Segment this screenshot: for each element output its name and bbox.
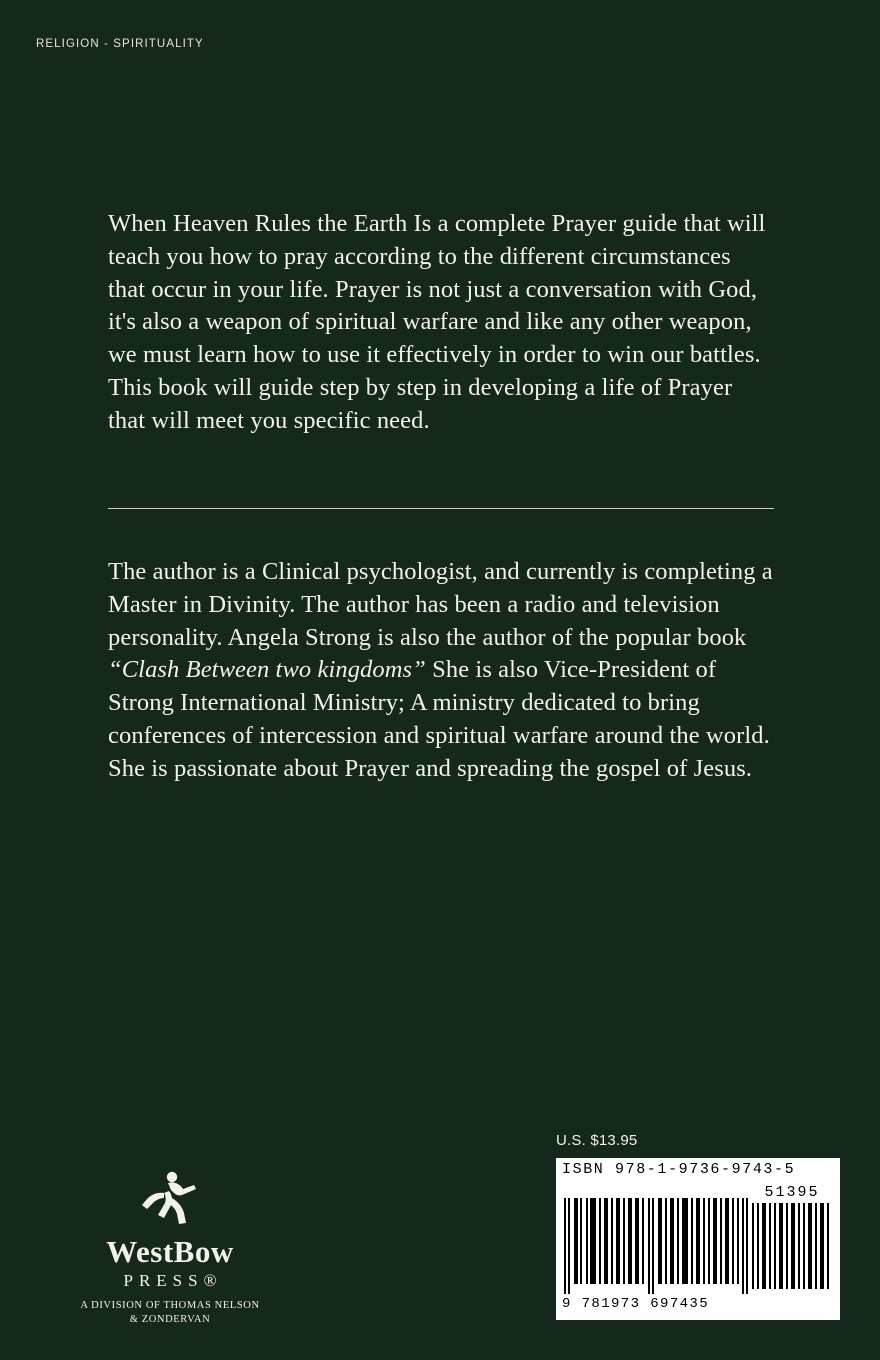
ean5-barcode bbox=[750, 1184, 834, 1292]
category-label: RELIGION - SPIRITUALITY bbox=[36, 38, 204, 50]
author-bio bbox=[108, 556, 774, 786]
westbow-runner-icon bbox=[128, 1168, 212, 1230]
section-divider bbox=[108, 508, 774, 509]
author-bio-part1: The author is a Clinical psychologist, and currently is completing a Master in Divinity. The author has been a radio and television personality. Angela Strong is also the author of the popular book bbox=[108, 558, 773, 651]
ean5-digits: 51395 bbox=[764, 1184, 820, 1201]
publisher-division-line2: & ZONDERVAN bbox=[129, 1314, 211, 1326]
publisher-division-line1: A DIVISION OF THOMAS NELSON bbox=[80, 1300, 260, 1311]
publisher-name: WestBow bbox=[106, 1234, 234, 1269]
publisher-logo-block bbox=[40, 1168, 300, 1327]
barcode-block bbox=[556, 1158, 840, 1320]
price-label: U.S. $13.95 bbox=[556, 1132, 638, 1149]
isbn-text: ISBN 978-1-9736-9743-5 bbox=[562, 1161, 796, 1178]
ean13-barcode bbox=[562, 1198, 750, 1294]
author-bio-part2: She is also Vice-President of Strong International Ministry; A ministry dedicated to bring conferences of intercession and spiritual warfare around the world. She is passionate about Prayer and spreading the gospel of Jesus. bbox=[108, 656, 770, 782]
book-description: When Heaven Rules the Earth Is a complete Prayer guide that will teach you how to pray according to the different circumstances that occur in your life. Prayer is not just a conversation with God, it's also a weapon of spiritual warfare and like any other weapon, we must learn how to use it effectively in order to win our battles. This book will guide step by step in developing a life of Prayer that will meet you specific need. bbox=[108, 210, 766, 434]
publisher-subtitle: PRESS® bbox=[123, 1271, 223, 1290]
author-other-book-title: “Clash Between two kingdoms” bbox=[108, 656, 426, 684]
ean13-digits: 9 781973 697435 bbox=[562, 1296, 710, 1312]
